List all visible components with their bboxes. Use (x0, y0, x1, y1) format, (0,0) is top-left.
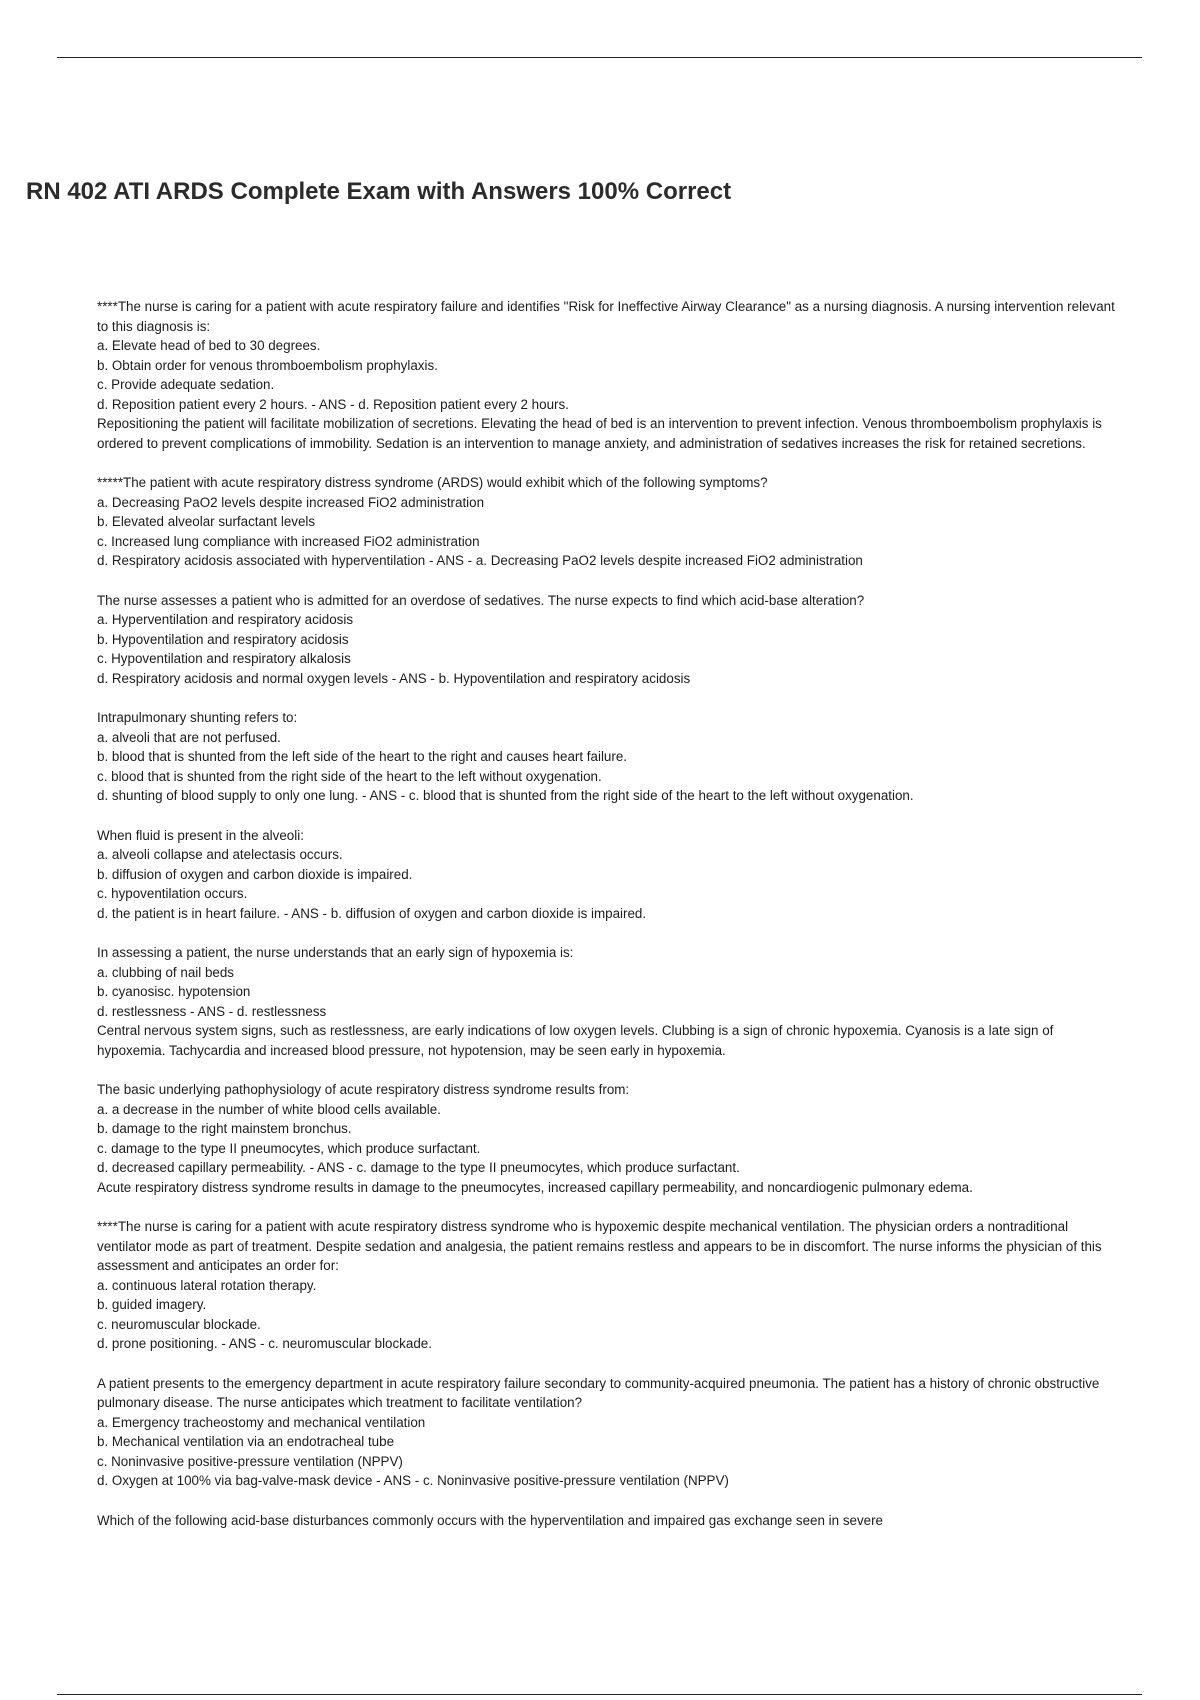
answer-option-b: b. Hypoventilation and respiratory acidosis (97, 631, 349, 647)
answer-option-b: b. damage to the right mainstem bronchus. (97, 1121, 352, 1136)
rationale: Repositioning the patient will facilitate mobilization of secretions. Elevating the head of bed is an intervention to prevent infection. Venous thromboembolism prophylaxis is ordered to prevent complications of immobility. Sedation is an intervention to manage anxiety, and administration of sedatives increases the risk for retained secretions. (97, 416, 1102, 451)
answer-option-a: a. continuous lateral rotation therapy. (97, 1277, 317, 1293)
document-title: RN 402 ATI ARDS Complete Exam with Answers 100% Correct (26, 178, 732, 205)
question-stem: ****The nurse is caring for a patient with acute respiratory failure and identifies "Risk for Ineffective Airway Clearance" as a nursing diagnosis. A nursing intervention relevant to this diagnosis is: (97, 299, 1115, 334)
answer-option-b: b. cyanosisc. hypotension (97, 984, 251, 999)
question-2 (97, 473, 1117, 571)
question-3 (97, 591, 1117, 689)
question-stem: When fluid is present in the alveoli: (97, 827, 304, 843)
answer-option-c: c. damage to the type II pneumocytes, which produce surfactant. (97, 1140, 481, 1156)
question-stem: In assessing a patient, the nurse understands that an early sign of hypoxemia is: (97, 945, 574, 960)
answer-option-d: d. decreased capillary permeability. - ANS - c. damage to the type II pneumocytes, which produce surfactant. (97, 1160, 740, 1175)
answer-option-a: a. Emergency tracheostomy and mechanical ventilation (97, 1414, 426, 1430)
question-stem: The nurse assesses a patient who is admitted for an overdose of sedatives. The nurse expects to find which acid-base alteration? (97, 592, 865, 608)
answer-option-c: c. Increased lung compliance with increased FiO2 administration (97, 533, 480, 549)
answer-option-a: a. Hyperventilation and respiratory acidosis (97, 612, 354, 627)
answer-option-b: b. Obtain order for venous thromboembolism prophylaxis. (97, 357, 438, 373)
answer-option-a: a. Decreasing PaO2 levels despite increased FiO2 administration (97, 494, 485, 510)
answer-option-b: b. blood that is shunted from the left side of the heart to the right and causes heart failure. (97, 749, 627, 764)
rationale: Acute respiratory distress syndrome results in damage to the pneumocytes, increased capillary permeability, and noncardiogenic pulmonary edema. (97, 1179, 973, 1195)
question-stem: Intrapulmonary shunting refers to: (97, 710, 298, 725)
answer-option-d: d. Respiratory acidosis and normal oxygen levels - ANS - b. Hypoventilation and respiratory acidosis (97, 670, 691, 686)
answer-option-c: c. neuromuscular blockade. (97, 1316, 261, 1332)
question-5 (97, 826, 1117, 924)
exam-content (97, 297, 1117, 1530)
answer-option-d: d. the patient is in heart failure. - ANS - b. diffusion of oxygen and carbon dioxide is impaired. (97, 905, 647, 921)
answer-option-d: d. prone positioning. - ANS - c. neuromuscular blockade. (97, 1336, 432, 1351)
question-6 (97, 943, 1117, 1060)
question-stem: *****The patient with acute respiratory distress syndrome (ARDS) would exhibit which of the following symptoms? (97, 475, 768, 490)
question-4 (97, 708, 1117, 806)
question-stem: Which of the following acid-base disturbances commonly occurs with the hyperventilation and impaired gas exchange seen in severe (97, 1512, 884, 1528)
answer-option-d: d. Reposition patient every 2 hours. - ANS - d. Reposition patient every 2 hours. (97, 396, 569, 412)
question-10 (97, 1511, 1117, 1531)
answer-option-c: c. blood that is shunted from the right side of the heart to the left without oxygenation. (97, 768, 602, 784)
question-8 (97, 1217, 1117, 1354)
answer-option-c: c. Noninvasive positive-pressure ventilation (NPPV) (97, 1453, 403, 1469)
answer-option-d: d. Respiratory acidosis associated with hyperventilation - ANS - a. Decreasing PaO2 levels despite increased FiO2 administration (97, 553, 863, 568)
question-stem: The basic underlying pathophysiology of acute respiratory distress syndrome results from: (97, 1082, 630, 1097)
answer-option-d: d. restlessness - ANS - d. restlessness (97, 1003, 327, 1019)
question-stem: A patient presents to the emergency department in acute respiratory failure secondary to community-acquired pneumonia. The patient has a history of chronic obstructive pulmonary disease. The nurse anticipates which treatment to facilitate ventilation? (97, 1375, 1100, 1410)
answer-option-c: c. hypoventilation occurs. (97, 886, 248, 901)
question-7 (97, 1080, 1117, 1197)
answer-option-d: d. shunting of blood supply to only one lung. - ANS - c. blood that is shunted from the right side of the heart to the left without oxygenation. (97, 788, 914, 803)
answer-option-a: a. clubbing of nail beds (97, 964, 234, 980)
answer-option-a: a. a decrease in the number of white blood cells available. (97, 1101, 441, 1117)
answer-option-b: b. guided imagery. (97, 1297, 207, 1312)
answer-option-b: b. Mechanical ventilation via an endotracheal tube (97, 1434, 395, 1449)
answer-option-a: a. Elevate head of bed to 30 degrees. (97, 338, 321, 353)
answer-option-b: b. diffusion of oxygen and carbon dioxide is impaired. (97, 866, 413, 882)
top-rule (57, 57, 1142, 58)
answer-option-b: b. Elevated alveolar surfactant levels (97, 514, 316, 529)
answer-option-a: a. alveoli collapse and atelectasis occurs. (97, 847, 343, 862)
answer-option-c: c. Provide adequate sedation. (97, 377, 275, 392)
rationale: Central nervous system signs, such as restlessness, are early indications of low oxygen levels. Clubbing is a sign of chronic hypoxemia. Cyanosis is a late sign of hypoxemia. Tachycardia and increased blood pressure, not hypotension, may be seen early in hypoxemia. (97, 1023, 1054, 1058)
question-9 (97, 1374, 1117, 1491)
bottom-rule (57, 1694, 1142, 1695)
question-stem: ****The nurse is caring for a patient with acute respiratory distress syndrome who is hypoxemic despite mechanical ventilation. The physician orders a nontraditional ventilator mode as part of treatment. Despite sedation and analgesia, the patient remains restless and appears to be in discomfort. The nurse informs the physician of this assessment and anticipates an order for: (97, 1219, 1102, 1273)
answer-option-d: d. Oxygen at 100% via bag-valve-mask device - ANS - c. Noninvasive positive-pressure ventilation (NPPV) (97, 1473, 729, 1488)
question-1 (97, 297, 1117, 453)
answer-option-c: c. Hypoventilation and respiratory alkalosis (97, 651, 351, 666)
answer-option-a: a. alveoli that are not perfused. (97, 729, 281, 745)
